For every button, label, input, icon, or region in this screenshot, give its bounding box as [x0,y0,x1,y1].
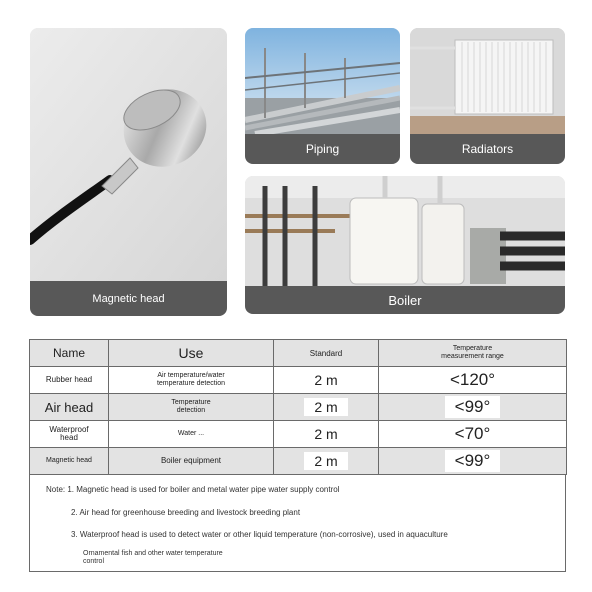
table-row [30,367,567,394]
spec-table [29,339,567,475]
row-standard [274,394,379,421]
header-standard: Standard [274,340,379,367]
notes-box [29,474,566,572]
row-name: Air head [30,394,109,421]
row-range-value: <99° [445,450,501,472]
note-line-2: 2. Air head for greenhouse breeding and livestock breeding plant [71,508,301,517]
radiators-caption: Radiators [410,134,565,164]
magnetic-head-card [30,28,227,316]
table-row [30,421,567,448]
row-range [379,448,567,475]
row-name-text: Waterproof head [49,425,89,442]
boiler-caption: Boiler [245,286,565,314]
table-row [30,394,567,421]
note-line-4a: Ornamental fish and other water temperature [83,550,223,557]
note-line-3: 3. Waterproof head is used to detect water or other liquid temperature (non-corrosive), used in aquaculture [71,530,448,539]
row-standard [274,448,379,475]
piping-caption: Piping [245,134,400,164]
row-standard: 2 m [274,421,379,448]
row-range: <70° [379,421,567,448]
radiators-photo [410,28,565,134]
magnetic-head-caption: Magnetic head [30,281,227,316]
piping-photo [245,28,400,134]
row-range [379,394,567,421]
row-use: Boiler equipment [109,448,274,475]
boiler-card [245,176,565,314]
piping-card [245,28,400,164]
row-use [109,394,274,421]
note-line-1: Note: 1. Magnetic head is used for boiler and metal water pipe water supply control [46,485,340,494]
table-row [30,448,567,475]
header-range [379,340,567,367]
header-use: Use [109,340,274,367]
row-use-text: Temperature detection [171,399,211,414]
row-standard-value: 2 m [304,452,347,470]
row-range-value: <99° [445,396,501,418]
table-header-row [30,340,567,367]
row-use: Water ... [109,421,274,448]
row-name: Magnetic head [30,448,109,475]
row-use [109,367,274,394]
magnetic-head-photo [30,28,227,281]
header-range-text: Temperature measurement range [441,345,504,360]
row-standard: 2 m [274,367,379,394]
row-name [30,421,109,448]
row-standard-value: 2 m [304,398,347,416]
row-name: Rubber head [30,367,109,394]
boiler-photo [245,176,565,286]
header-name: Name [30,340,109,367]
row-range: <120° [379,367,567,394]
radiators-card [410,28,565,164]
row-use-text: Air temperature/water temperature detection [156,372,226,387]
note-line-4b: control [83,558,105,565]
